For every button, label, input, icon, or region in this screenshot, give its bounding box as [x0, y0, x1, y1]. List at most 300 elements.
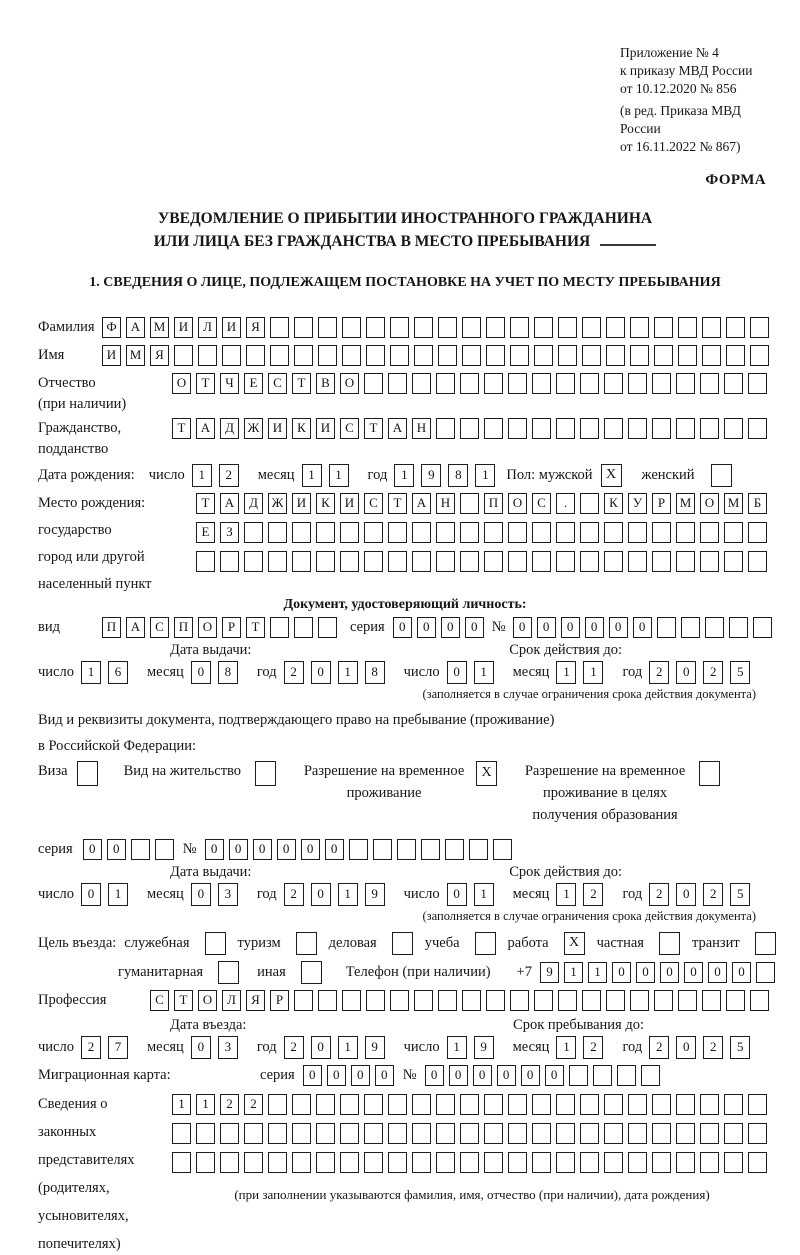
char-box[interactable]: 0 [417, 617, 436, 638]
char-box[interactable] [652, 1123, 671, 1144]
char-box[interactable] [580, 373, 599, 394]
char-box[interactable] [630, 345, 649, 366]
char-box[interactable] [414, 317, 433, 338]
char-box[interactable] [460, 1094, 479, 1115]
sex-male-checkbox[interactable]: X [601, 464, 622, 487]
char-box[interactable] [558, 345, 577, 366]
char-box[interactable]: 0 [465, 617, 484, 638]
char-box[interactable] [534, 990, 553, 1011]
char-box[interactable] [628, 1094, 647, 1115]
char-box[interactable] [340, 1152, 359, 1173]
char-box[interactable]: 0 [351, 1065, 370, 1086]
char-box[interactable]: 1 [447, 1036, 467, 1059]
char-box[interactable]: 0 [107, 839, 126, 860]
char-box[interactable] [681, 617, 700, 638]
char-box[interactable] [366, 345, 385, 366]
char-box[interactable] [604, 373, 623, 394]
char-box[interactable] [244, 1123, 263, 1144]
char-box[interactable]: 1 [108, 883, 128, 906]
char-box[interactable] [510, 317, 529, 338]
char-box[interactable] [316, 551, 335, 572]
char-box[interactable] [246, 345, 265, 366]
char-box[interactable] [484, 1152, 503, 1173]
char-box[interactable] [342, 345, 361, 366]
char-box[interactable] [676, 522, 695, 543]
char-box[interactable] [702, 317, 721, 338]
char-box[interactable] [270, 345, 289, 366]
char-box[interactable]: 2 [220, 1094, 239, 1115]
char-box[interactable]: 0 [191, 661, 211, 684]
char-box[interactable]: 2 [703, 883, 723, 906]
char-box[interactable]: 0 [325, 839, 344, 860]
char-box[interactable] [534, 345, 553, 366]
char-box[interactable] [294, 617, 313, 638]
char-box[interactable] [268, 1152, 287, 1173]
char-box[interactable] [724, 418, 743, 439]
char-box[interactable] [532, 1094, 551, 1115]
char-box[interactable] [366, 990, 385, 1011]
char-box[interactable] [342, 317, 361, 338]
char-box[interactable]: М [126, 345, 145, 366]
char-box[interactable] [748, 418, 767, 439]
char-box[interactable] [438, 990, 457, 1011]
char-box[interactable]: Ж [268, 493, 287, 514]
char-box[interactable]: 0 [447, 883, 467, 906]
char-box[interactable]: 0 [277, 839, 296, 860]
char-box[interactable] [702, 345, 721, 366]
char-box[interactable]: А [412, 493, 431, 514]
char-box[interactable] [174, 345, 193, 366]
char-box[interactable] [220, 551, 239, 572]
char-box[interactable] [604, 1123, 623, 1144]
char-box[interactable] [580, 1094, 599, 1115]
char-box[interactable] [532, 522, 551, 543]
char-box[interactable]: 1 [338, 1036, 358, 1059]
char-box[interactable] [700, 1123, 719, 1144]
char-box[interactable] [220, 1123, 239, 1144]
char-box[interactable] [222, 345, 241, 366]
char-box[interactable] [628, 373, 647, 394]
char-box[interactable] [724, 551, 743, 572]
char-box[interactable]: Т [246, 617, 265, 638]
visa-checkbox[interactable] [77, 761, 98, 786]
char-box[interactable]: 0 [732, 962, 751, 983]
char-box[interactable] [486, 317, 505, 338]
char-box[interactable] [436, 522, 455, 543]
char-box[interactable] [678, 990, 697, 1011]
char-box[interactable] [486, 990, 505, 1011]
char-box[interactable]: 0 [708, 962, 727, 983]
char-box[interactable] [172, 1123, 191, 1144]
char-box[interactable] [748, 1094, 767, 1115]
char-box[interactable]: 1 [556, 883, 576, 906]
char-box[interactable] [484, 373, 503, 394]
char-box[interactable] [556, 522, 575, 543]
char-box[interactable] [630, 317, 649, 338]
purpose-tourism-checkbox[interactable] [296, 932, 317, 955]
char-box[interactable] [582, 345, 601, 366]
char-box[interactable] [652, 551, 671, 572]
sex-female-checkbox[interactable] [711, 464, 732, 487]
char-box[interactable] [508, 522, 527, 543]
char-box[interactable]: 0 [301, 839, 320, 860]
char-box[interactable] [270, 317, 289, 338]
purpose-business-checkbox[interactable] [392, 932, 413, 955]
char-box[interactable] [606, 990, 625, 1011]
char-box[interactable]: З [220, 522, 239, 543]
char-box[interactable] [493, 839, 512, 860]
char-box[interactable]: Ч [220, 373, 239, 394]
char-box[interactable] [388, 1094, 407, 1115]
char-box[interactable] [748, 373, 767, 394]
char-box[interactable] [388, 551, 407, 572]
char-box[interactable] [316, 1123, 335, 1144]
purpose-work-checkbox[interactable]: X [564, 932, 585, 955]
char-box[interactable] [532, 1123, 551, 1144]
char-box[interactable] [196, 1152, 215, 1173]
char-box[interactable] [724, 1152, 743, 1173]
char-box[interactable]: 0 [513, 617, 532, 638]
char-box[interactable] [628, 418, 647, 439]
char-box[interactable] [724, 1094, 743, 1115]
char-box[interactable] [412, 1094, 431, 1115]
char-box[interactable]: И [340, 493, 359, 514]
char-box[interactable]: П [102, 617, 121, 638]
char-box[interactable] [436, 551, 455, 572]
char-box[interactable]: 1 [394, 464, 414, 487]
char-box[interactable] [558, 990, 577, 1011]
purpose-transit-checkbox[interactable] [755, 932, 776, 955]
char-box[interactable]: Р [652, 493, 671, 514]
char-box[interactable] [556, 1094, 575, 1115]
char-box[interactable]: 2 [284, 883, 304, 906]
char-box[interactable]: 2 [81, 1036, 101, 1059]
char-box[interactable] [445, 839, 464, 860]
char-box[interactable]: А [220, 493, 239, 514]
char-box[interactable]: 0 [253, 839, 272, 860]
char-box[interactable] [604, 1094, 623, 1115]
char-box[interactable] [654, 345, 673, 366]
char-box[interactable] [292, 1094, 311, 1115]
char-box[interactable] [460, 418, 479, 439]
char-box[interactable] [436, 373, 455, 394]
char-box[interactable] [412, 551, 431, 572]
char-box[interactable] [484, 1094, 503, 1115]
char-box[interactable]: 3 [218, 883, 238, 906]
char-box[interactable] [436, 418, 455, 439]
char-box[interactable] [606, 317, 625, 338]
char-box[interactable] [414, 345, 433, 366]
char-box[interactable]: 5 [730, 661, 750, 684]
char-box[interactable]: И [268, 418, 287, 439]
char-box[interactable] [630, 990, 649, 1011]
char-box[interactable] [676, 1094, 695, 1115]
char-box[interactable] [654, 990, 673, 1011]
char-box[interactable] [510, 345, 529, 366]
char-box[interactable]: О [340, 373, 359, 394]
char-box[interactable] [198, 345, 217, 366]
char-box[interactable] [484, 551, 503, 572]
char-box[interactable]: 1 [338, 661, 358, 684]
char-box[interactable]: 1 [192, 464, 212, 487]
char-box[interactable]: 5 [730, 1036, 750, 1059]
char-box[interactable] [702, 990, 721, 1011]
char-box[interactable]: 1 [302, 464, 322, 487]
char-box[interactable]: Т [196, 493, 215, 514]
char-box[interactable]: У [628, 493, 647, 514]
char-box[interactable] [196, 1123, 215, 1144]
char-box[interactable]: 7 [108, 1036, 128, 1059]
char-box[interactable] [558, 317, 577, 338]
char-box[interactable] [462, 317, 481, 338]
char-box[interactable] [726, 990, 745, 1011]
char-box[interactable] [556, 373, 575, 394]
char-box[interactable]: С [340, 418, 359, 439]
char-box[interactable]: 0 [447, 661, 467, 684]
char-box[interactable]: К [604, 493, 623, 514]
char-box[interactable] [700, 551, 719, 572]
char-box[interactable] [318, 990, 337, 1011]
char-box[interactable] [652, 1152, 671, 1173]
char-box[interactable]: 0 [191, 1036, 211, 1059]
char-box[interactable] [604, 522, 623, 543]
char-box[interactable]: 2 [583, 883, 603, 906]
char-box[interactable]: Д [220, 418, 239, 439]
char-box[interactable] [724, 373, 743, 394]
char-box[interactable] [628, 1123, 647, 1144]
char-box[interactable] [678, 345, 697, 366]
char-box[interactable]: С [364, 493, 383, 514]
char-box[interactable] [508, 1152, 527, 1173]
char-box[interactable] [342, 990, 361, 1011]
char-box[interactable]: 2 [284, 661, 304, 684]
char-box[interactable] [580, 418, 599, 439]
char-box[interactable] [412, 522, 431, 543]
residence-permit-checkbox[interactable] [255, 761, 276, 786]
char-box[interactable] [244, 1152, 263, 1173]
char-box[interactable] [508, 1123, 527, 1144]
char-box[interactable]: 0 [311, 1036, 331, 1059]
char-box[interactable] [700, 373, 719, 394]
char-box[interactable] [569, 1065, 588, 1086]
char-box[interactable] [556, 551, 575, 572]
char-box[interactable] [508, 1094, 527, 1115]
char-box[interactable]: Ж [244, 418, 263, 439]
char-box[interactable] [390, 317, 409, 338]
char-box[interactable]: 0 [83, 839, 102, 860]
char-box[interactable] [294, 345, 313, 366]
char-box[interactable]: О [700, 493, 719, 514]
char-box[interactable] [364, 522, 383, 543]
char-box[interactable] [340, 1094, 359, 1115]
char-box[interactable]: 9 [421, 464, 441, 487]
char-box[interactable] [131, 839, 150, 860]
char-box[interactable] [724, 1123, 743, 1144]
char-box[interactable] [462, 990, 481, 1011]
char-box[interactable] [748, 551, 767, 572]
char-box[interactable] [460, 1123, 479, 1144]
char-box[interactable] [604, 1152, 623, 1173]
char-box[interactable] [349, 839, 368, 860]
char-box[interactable] [748, 1123, 767, 1144]
char-box[interactable]: 0 [676, 661, 696, 684]
char-box[interactable]: 9 [365, 1036, 385, 1059]
char-box[interactable] [318, 617, 337, 638]
char-box[interactable]: О [198, 990, 217, 1011]
char-box[interactable]: К [316, 493, 335, 514]
char-box[interactable]: 1 [564, 962, 583, 983]
char-box[interactable]: 1 [338, 883, 358, 906]
char-box[interactable] [700, 1094, 719, 1115]
char-box[interactable] [724, 522, 743, 543]
char-box[interactable] [484, 418, 503, 439]
char-box[interactable] [316, 522, 335, 543]
char-box[interactable]: 1 [475, 464, 495, 487]
char-box[interactable]: 0 [81, 883, 101, 906]
char-box[interactable]: 0 [191, 883, 211, 906]
char-box[interactable]: 0 [636, 962, 655, 983]
char-box[interactable]: Я [150, 345, 169, 366]
char-box[interactable] [364, 551, 383, 572]
char-box[interactable] [292, 551, 311, 572]
char-box[interactable]: 0 [676, 883, 696, 906]
char-box[interactable] [534, 317, 553, 338]
char-box[interactable]: Р [222, 617, 241, 638]
char-box[interactable] [412, 1123, 431, 1144]
char-box[interactable]: 9 [474, 1036, 494, 1059]
char-box[interactable] [676, 551, 695, 572]
char-box[interactable]: С [150, 990, 169, 1011]
char-box[interactable] [750, 317, 769, 338]
char-box[interactable]: 0 [205, 839, 224, 860]
char-box[interactable] [753, 617, 772, 638]
char-box[interactable] [469, 839, 488, 860]
char-box[interactable]: М [676, 493, 695, 514]
char-box[interactable]: 2 [703, 1036, 723, 1059]
char-box[interactable] [438, 345, 457, 366]
char-box[interactable]: И [292, 493, 311, 514]
char-box[interactable]: К [292, 418, 311, 439]
char-box[interactable] [390, 345, 409, 366]
temp-residence-checkbox[interactable]: X [476, 761, 497, 786]
char-box[interactable] [508, 551, 527, 572]
char-box[interactable]: 2 [219, 464, 239, 487]
char-box[interactable]: 0 [609, 617, 628, 638]
char-box[interactable] [628, 551, 647, 572]
char-box[interactable] [580, 493, 599, 514]
char-box[interactable] [676, 373, 695, 394]
char-box[interactable] [652, 373, 671, 394]
char-box[interactable] [676, 1152, 695, 1173]
char-box[interactable] [414, 990, 433, 1011]
char-box[interactable]: 0 [676, 1036, 696, 1059]
char-box[interactable] [756, 962, 775, 983]
char-box[interactable]: 0 [521, 1065, 540, 1086]
char-box[interactable] [340, 1123, 359, 1144]
char-box[interactable] [700, 1152, 719, 1173]
char-box[interactable] [436, 1152, 455, 1173]
char-box[interactable]: 0 [303, 1065, 322, 1086]
char-box[interactable] [508, 418, 527, 439]
char-box[interactable] [617, 1065, 636, 1086]
char-box[interactable] [421, 839, 440, 860]
char-box[interactable]: 8 [218, 661, 238, 684]
char-box[interactable]: О [508, 493, 527, 514]
char-box[interactable] [606, 345, 625, 366]
char-box[interactable] [460, 551, 479, 572]
char-box[interactable] [652, 522, 671, 543]
char-box[interactable] [294, 990, 313, 1011]
char-box[interactable]: Д [244, 493, 263, 514]
char-box[interactable]: Л [198, 317, 217, 338]
char-box[interactable] [268, 1123, 287, 1144]
char-box[interactable]: А [126, 617, 145, 638]
char-box[interactable] [641, 1065, 660, 1086]
char-box[interactable]: А [196, 418, 215, 439]
char-box[interactable]: 8 [448, 464, 468, 487]
char-box[interactable] [436, 1094, 455, 1115]
char-box[interactable]: Т [388, 493, 407, 514]
char-box[interactable] [628, 522, 647, 543]
char-box[interactable]: 0 [441, 617, 460, 638]
char-box[interactable] [582, 317, 601, 338]
char-box[interactable] [318, 317, 337, 338]
char-box[interactable]: Ф [102, 317, 121, 338]
char-box[interactable]: 0 [585, 617, 604, 638]
char-box[interactable]: 1 [81, 661, 101, 684]
char-box[interactable] [364, 1094, 383, 1115]
char-box[interactable]: 0 [473, 1065, 492, 1086]
char-box[interactable] [292, 522, 311, 543]
temp-residence-education-checkbox[interactable] [699, 761, 720, 786]
char-box[interactable]: Т [292, 373, 311, 394]
char-box[interactable]: С [532, 493, 551, 514]
char-box[interactable] [292, 1123, 311, 1144]
char-box[interactable] [726, 345, 745, 366]
char-box[interactable]: Т [174, 990, 193, 1011]
char-box[interactable] [750, 990, 769, 1011]
char-box[interactable] [220, 1152, 239, 1173]
char-box[interactable]: 1 [329, 464, 349, 487]
char-box[interactable] [508, 373, 527, 394]
char-box[interactable]: М [724, 493, 743, 514]
char-box[interactable]: 1 [172, 1094, 191, 1115]
char-box[interactable]: Е [196, 522, 215, 543]
char-box[interactable] [652, 418, 671, 439]
char-box[interactable]: П [174, 617, 193, 638]
char-box[interactable] [582, 990, 601, 1011]
char-box[interactable]: 0 [375, 1065, 394, 1086]
char-box[interactable] [244, 551, 263, 572]
purpose-private-checkbox[interactable] [659, 932, 680, 955]
char-box[interactable]: 2 [703, 661, 723, 684]
char-box[interactable] [750, 345, 769, 366]
char-box[interactable]: 6 [108, 661, 128, 684]
char-box[interactable]: 0 [660, 962, 679, 983]
char-box[interactable]: Р [270, 990, 289, 1011]
char-box[interactable]: 8 [365, 661, 385, 684]
char-box[interactable]: 0 [311, 661, 331, 684]
char-box[interactable] [654, 317, 673, 338]
char-box[interactable]: А [126, 317, 145, 338]
char-box[interactable] [484, 1123, 503, 1144]
purpose-other-checkbox[interactable] [301, 961, 322, 984]
char-box[interactable] [340, 522, 359, 543]
char-box[interactable]: И [316, 418, 335, 439]
char-box[interactable]: 1 [583, 661, 603, 684]
char-box[interactable]: Т [172, 418, 191, 439]
char-box[interactable] [676, 418, 695, 439]
